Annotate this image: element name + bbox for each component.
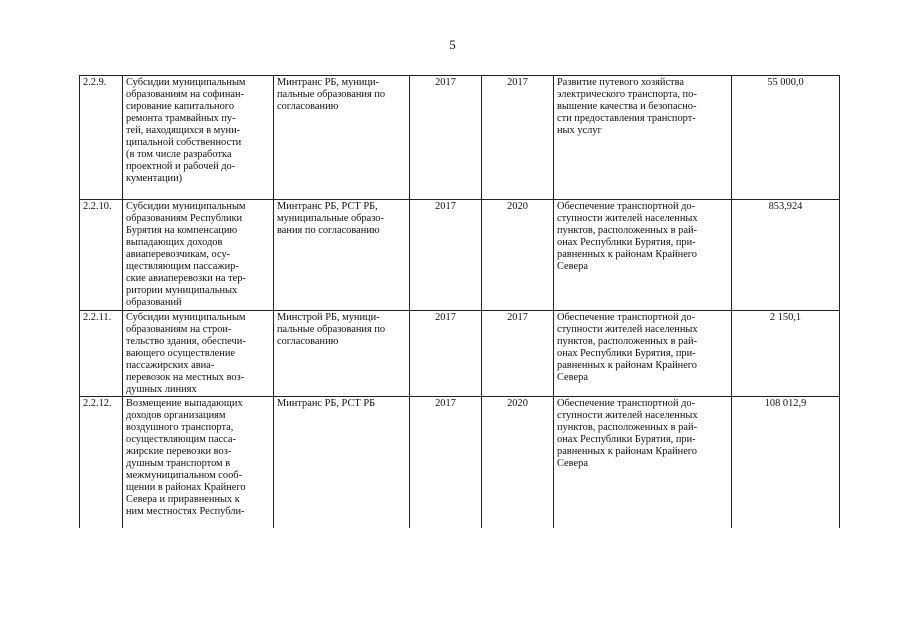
row-number: 2.2.10. <box>80 200 123 311</box>
executor: Минтранс РБ, РСТ РБ, муниципальные образо- вания по согласованию <box>274 200 410 311</box>
row-number: 2.2.9. <box>80 76 123 200</box>
table-row <box>80 76 840 200</box>
start-year: 2017 <box>410 311 482 397</box>
start-year: 2017 <box>410 76 482 200</box>
table-row <box>80 200 840 311</box>
page-number: 5 <box>449 37 456 52</box>
executor: Минтранс РБ, муници- пальные образования по согласованию <box>274 76 410 200</box>
measure-name: Субсидии муниципальным образованиям на строи- тельство здания, обеспечи- вающего осуществление пассажирских авиа- перевозок на местных воз- душных линиях <box>123 311 274 397</box>
program-table <box>79 75 840 528</box>
end-year: 2020 <box>482 397 554 529</box>
start-year: 2017 <box>410 397 482 529</box>
table-row <box>80 397 840 529</box>
funding-amount: 108 012,9 <box>732 397 840 529</box>
table-row <box>80 311 840 397</box>
expected-result: Обеспечение транспортной до- ступности жителей населенных пунктов, расположенных в рай- онах Республики Бурятия, при- равненных к районам Крайнего Севера <box>554 311 732 397</box>
measure-name: Возмещение выпадающих доходов организациям воздушного транспорта, осуществляющим пасса- жирские перевозки воз- душным транспортом в межмуниципальном сооб- щении в районах Крайнего Севера и приравненных к ним местностях Республи- <box>123 397 274 529</box>
expected-result: Развитие путевого хозяйства электрического транспорта, по- вышение качества и безопасно- сти предоставления транспорт- ных услуг <box>554 76 732 200</box>
executor: Минстрой РБ, муници- пальные образования по согласованию <box>274 311 410 397</box>
end-year: 2020 <box>482 200 554 311</box>
funding-amount: 55 000,0 <box>732 76 840 200</box>
measure-name: Субсидии муниципальным образованиям Республики Бурятия на компенсацию выпадающих доходов авиаперевозчикам, осу- ществляющим пассажир- ские авиаперевозки на тер- ритории муниципальных образований <box>123 200 274 311</box>
funding-amount: 2 150,1 <box>732 311 840 397</box>
row-number: 2.2.12. <box>80 397 123 529</box>
expected-result: Обеспечение транспортной до- ступности жителей населенных пунктов, расположенных в рай- онах Республики Бурятия, при- равненных к районам Крайнего Севера <box>554 200 732 311</box>
funding-amount: 853,924 <box>732 200 840 311</box>
expected-result: Обеспечение транспортной до- ступности жителей населенных пунктов, расположенных в рай- онах Республики Бурятия, при- равненных к районам Крайнего Севера <box>554 397 732 529</box>
row-number: 2.2.11. <box>80 311 123 397</box>
end-year: 2017 <box>482 76 554 200</box>
executor: Минтранс РБ, РСТ РБ <box>274 397 410 529</box>
start-year: 2017 <box>410 200 482 311</box>
end-year: 2017 <box>482 311 554 397</box>
measure-name: Субсидии муниципальным образованиям на софинан- сирование капитального ремонта трамвайных пу- тей, находящихся в муни- ципальной собственности (в том числе разработка проектной и рабочей до- кументации) <box>123 76 274 200</box>
